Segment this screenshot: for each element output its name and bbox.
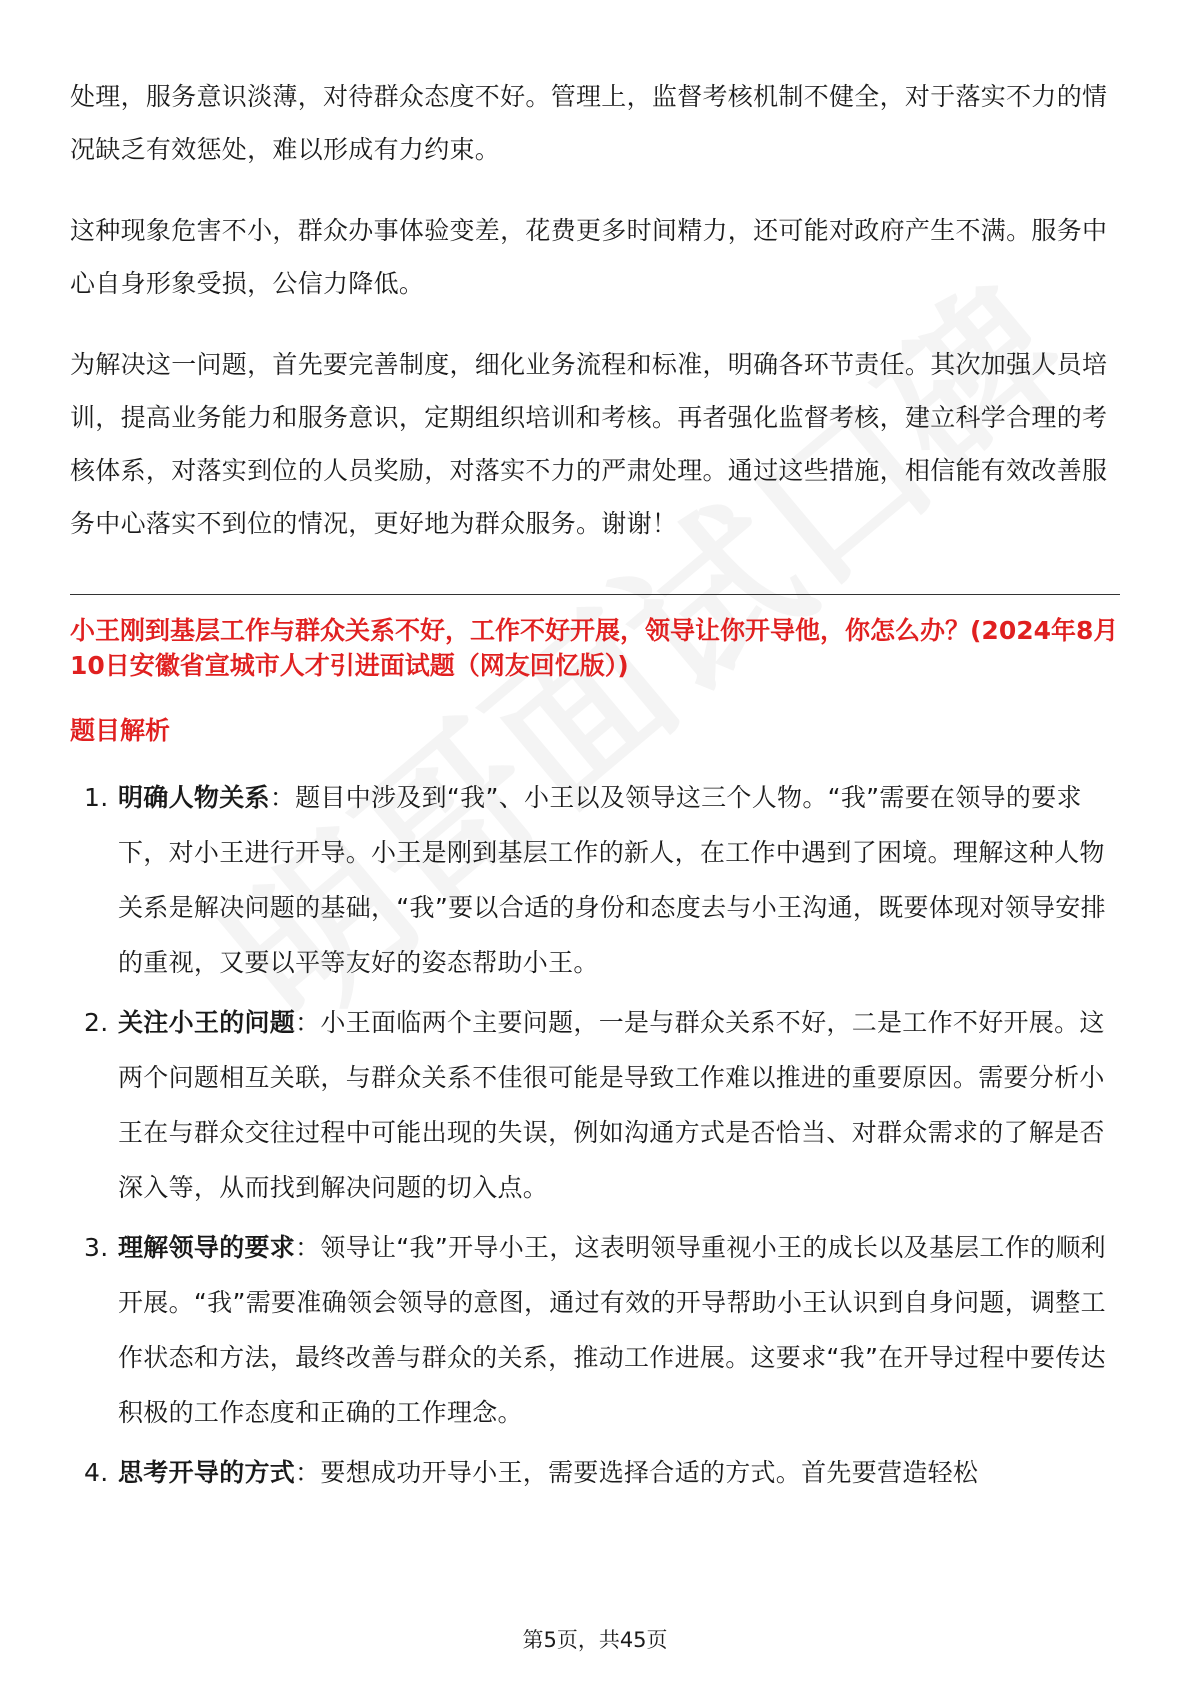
list-item-number: 3. bbox=[84, 1233, 109, 1262]
question-heading: 小王刚到基层工作与群众关系不好，工作不好开展，领导让你开导他，你怎么办？(2024年8月10日安徽省宣城市人才引进面试题（网友回忆版）) bbox=[70, 616, 1119, 680]
list-item-text: ：题目中涉及到“我”、小王以及领导这三个人物。“我”需要在领导的要求下，对小王进行开导。小王是刚到基层工作的新人，在工作中遇到了困境。理解这种人物关系是解决问题的基础，“我”要以合适的身份和态度去与小王沟通，既要体现对领导安排的重视，又要以平等友好的姿态帮助小王。 bbox=[118, 783, 1106, 977]
list-item-number: 2. bbox=[84, 1008, 109, 1037]
list-item-number: 4. bbox=[84, 1458, 109, 1487]
list-item bbox=[70, 1445, 1120, 1500]
list-item bbox=[70, 770, 1120, 990]
list-item-text: ：要想成功开导小王，需要选择合适的方式。首先要营造轻松 bbox=[295, 1458, 979, 1487]
paragraph-3: 为解决这一问题，首先要完善制度，细化业务流程和标准，明确各环节责任。其次加强人员培训，提高业务能力和服务意识，定期组织培训和考核。再者强化监督考核，建立科学合理的考核体系，对落实到位的人员奖励，对落实不力的严肃处理。通过这些措施，相信能有效改善服务中心落实不到位的情况，更好地为群众服务。谢谢！ bbox=[70, 350, 1108, 538]
list-item bbox=[70, 995, 1120, 1215]
section-divider bbox=[70, 594, 1120, 595]
list-item bbox=[70, 1220, 1120, 1440]
list-item-term: 明确人物关系 bbox=[118, 783, 270, 812]
page-footer: 第5页，共45页 bbox=[522, 1628, 668, 1652]
document-page bbox=[70, 70, 1120, 1505]
paragraph-2: 这种现象危害不小，群众办事体验变差，花费更多时间精力，还可能对政府产生不满。服务中心自身形象受损，公信力降低。 bbox=[70, 216, 1108, 298]
list-item-text: ：领导让“我”开导小王，这表明领导重视小王的成长以及基层工作的顺利开展。“我”需要准确领会领导的意图，通过有效的开导帮助小王认识到自身问题，调整工作状态和方法，最终改善与群众的关系，推动工作进展。这要求“我”在开导过程中要传达积极的工作态度和正确的工作理念。 bbox=[118, 1233, 1106, 1427]
list-item-number: 1. bbox=[84, 783, 109, 812]
analysis-title: 题目解析 bbox=[70, 716, 171, 745]
paragraph-1: 处理，服务意识淡薄，对待群众态度不好。管理上，监督考核机制不健全，对于落实不力的情况缺乏有效惩处，难以形成有力约束。 bbox=[70, 82, 1108, 164]
list-item-term: 思考开导的方式 bbox=[118, 1458, 296, 1487]
list-item-text: ：小王面临两个主要问题，一是与群众关系不好，二是工作不好开展。这两个问题相互关联，与群众关系不佳很可能是导致工作难以推进的重要原因。需要分析小王在与群众交往过程中可能出现的失误，例如沟通方式是否恰当、对群众需求的了解是否深入等，从而找到解决问题的切入点。 bbox=[118, 1008, 1105, 1202]
list-item-term: 理解领导的要求 bbox=[118, 1233, 296, 1262]
list-item-term: 关注小王的问题 bbox=[118, 1008, 296, 1037]
analysis-points bbox=[70, 770, 1120, 1500]
